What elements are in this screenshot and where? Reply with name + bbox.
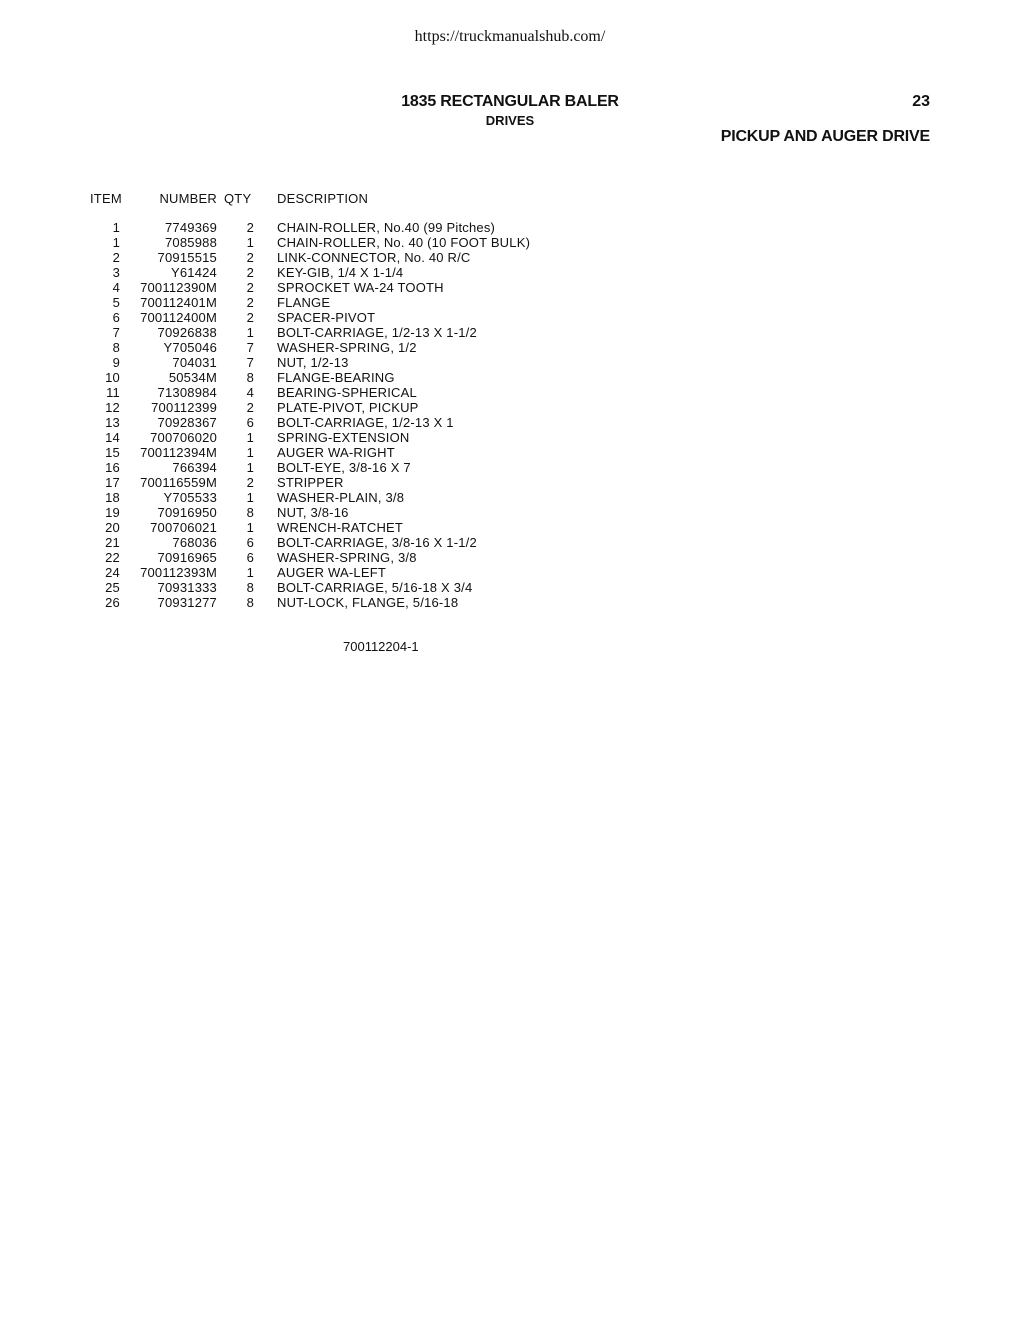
description-cell: BOLT-CARRIAGE, 1/2-13 X 1-1/2 — [277, 325, 477, 340]
part-number-cell: 70928367 — [157, 415, 217, 430]
item-cell: 17 — [105, 475, 120, 490]
description-cell: WASHER-PLAIN, 3/8 — [277, 490, 405, 505]
part-number-cell: 71308984 — [157, 385, 217, 400]
qty-cell: 1 — [246, 460, 254, 475]
item-cell: 14 — [105, 430, 120, 445]
description-cell: AUGER WA-LEFT — [277, 565, 387, 580]
qty-cell: 6 — [246, 535, 254, 550]
qty-cell: 7 — [246, 340, 254, 355]
description-cell: NUT, 1/2-13 — [277, 355, 349, 370]
part-number-cell: 70931333 — [157, 580, 217, 595]
description-cell: CHAIN-ROLLER, No. 40 (10 FOOT BULK) — [277, 235, 531, 250]
part-number-cell: Y705533 — [163, 490, 217, 505]
item-cell: 1 — [112, 235, 120, 250]
part-number-cell: 768036 — [172, 535, 217, 550]
part-number-cell: 70916965 — [157, 550, 217, 565]
part-number-cell: 700112401M — [140, 295, 217, 310]
description-cell: KEY-GIB, 1/4 X 1-1/4 — [277, 265, 404, 280]
item-cell: 26 — [105, 595, 120, 610]
item-cell: 16 — [105, 460, 120, 475]
qty-cell: 8 — [246, 370, 254, 385]
item-cell: 12 — [105, 400, 120, 415]
description-cell: SPROCKET WA-24 TOOTH — [277, 280, 444, 295]
part-number-cell: 70916950 — [157, 505, 217, 520]
item-cell: 25 — [105, 580, 120, 595]
header-qty: QTY — [224, 191, 252, 206]
item-cell: 21 — [105, 535, 120, 550]
qty-cell: 8 — [246, 580, 254, 595]
qty-cell: 8 — [246, 595, 254, 610]
source-url[interactable]: https://truckmanualshub.com/ — [414, 28, 606, 45]
part-number-cell: 766394 — [172, 460, 217, 475]
part-number-cell: 700112400M — [140, 310, 217, 325]
qty-cell: 2 — [246, 265, 254, 280]
description-cell: SPACER-PIVOT — [277, 310, 376, 325]
item-cell: 15 — [105, 445, 120, 460]
qty-cell: 2 — [246, 475, 254, 490]
part-number-cell: 700116559M — [140, 475, 217, 490]
item-cell: 1 — [112, 220, 120, 235]
description-cell: BEARING-SPHERICAL — [277, 385, 417, 400]
qty-cell: 1 — [246, 490, 254, 505]
item-cell: 2 — [112, 250, 120, 265]
section-subtitle: DRIVES — [485, 113, 535, 128]
description-cell: AUGER WA-RIGHT — [277, 445, 395, 460]
part-number-cell: 700706020 — [150, 430, 217, 445]
qty-cell: 6 — [246, 415, 254, 430]
item-cell: 24 — [105, 565, 120, 580]
page-number: 23 — [912, 93, 930, 110]
item-cell: 5 — [112, 295, 120, 310]
item-cell: 22 — [105, 550, 120, 565]
part-number-cell: 700706021 — [150, 520, 217, 535]
qty-cell: 6 — [246, 550, 254, 565]
qty-cell: 1 — [246, 235, 254, 250]
qty-cell: 1 — [246, 445, 254, 460]
description-cell: STRIPPER — [277, 475, 344, 490]
description-cell: BOLT-EYE, 3/8-16 X 7 — [277, 460, 411, 475]
description-cell: WRENCH-RATCHET — [277, 520, 404, 535]
qty-cell: 1 — [246, 325, 254, 340]
part-number-cell: 70926838 — [157, 325, 217, 340]
item-cell: 9 — [112, 355, 120, 370]
description-cell: BOLT-CARRIAGE, 1/2-13 X 1 — [277, 415, 454, 430]
description-cell: PLATE-PIVOT, PICKUP — [277, 400, 419, 415]
part-number-cell: 70931277 — [157, 595, 217, 610]
document-title: 1835 RECTANGULAR BALER — [401, 93, 619, 110]
description-cell: NUT-LOCK, FLANGE, 5/16-18 — [277, 595, 459, 610]
description-cell: SPRING-EXTENSION — [277, 430, 410, 445]
qty-cell: 2 — [246, 280, 254, 295]
item-cell: 6 — [112, 310, 120, 325]
item-cell: 3 — [112, 265, 120, 280]
part-number-cell: 700112393M — [140, 565, 217, 580]
group-title: PICKUP AND AUGER DRIVE — [720, 128, 930, 145]
figure-code: 700112204-1 — [343, 639, 419, 654]
part-number-cell: 50534M — [168, 370, 217, 385]
description-cell: LINK-CONNECTOR, No. 40 R/C — [277, 250, 471, 265]
part-number-cell: Y61424 — [170, 265, 217, 280]
description-cell: NUT, 3/8-16 — [277, 505, 349, 520]
qty-cell: 2 — [246, 250, 254, 265]
item-cell: 4 — [112, 280, 120, 295]
qty-cell: 1 — [246, 520, 254, 535]
description-cell: WASHER-SPRING, 3/8 — [277, 550, 417, 565]
item-cell: 20 — [105, 520, 120, 535]
part-number-cell: 7085988 — [164, 235, 217, 250]
item-cell: 10 — [105, 370, 120, 385]
item-cell: 7 — [112, 325, 120, 340]
qty-cell: 2 — [246, 400, 254, 415]
part-number-cell: 704031 — [172, 355, 217, 370]
item-cell: 8 — [112, 340, 120, 355]
part-number-cell: Y705046 — [163, 340, 217, 355]
item-cell: 13 — [105, 415, 120, 430]
description-cell: WASHER-SPRING, 1/2 — [277, 340, 417, 355]
header-number: NUMBER — [159, 191, 217, 206]
qty-cell: 1 — [246, 565, 254, 580]
description-cell: CHAIN-ROLLER, No.40 (99 Pitches) — [277, 220, 496, 235]
header-item: ITEM — [90, 191, 122, 206]
description-cell: FLANGE — [277, 295, 331, 310]
part-number-cell: 700112390M — [140, 280, 217, 295]
qty-cell: 8 — [246, 505, 254, 520]
description-cell: BOLT-CARRIAGE, 5/16-18 X 3/4 — [277, 580, 473, 595]
qty-cell: 2 — [246, 310, 254, 325]
part-number-cell: 7749369 — [164, 220, 217, 235]
item-cell: 19 — [105, 505, 120, 520]
qty-cell: 1 — [246, 430, 254, 445]
qty-cell: 2 — [246, 295, 254, 310]
qty-cell: 2 — [246, 220, 254, 235]
description-cell: FLANGE-BEARING — [277, 370, 395, 385]
part-number-cell: 70915515 — [157, 250, 217, 265]
description-cell: BOLT-CARRIAGE, 3/8-16 X 1-1/2 — [277, 535, 477, 550]
item-cell: 18 — [105, 490, 120, 505]
qty-cell: 7 — [246, 355, 254, 370]
part-number-cell: 700112394M — [140, 445, 217, 460]
header-description: DESCRIPTION — [277, 191, 369, 206]
qty-cell: 4 — [246, 385, 254, 400]
part-number-cell: 700112399 — [151, 400, 217, 415]
item-cell: 11 — [106, 385, 120, 400]
